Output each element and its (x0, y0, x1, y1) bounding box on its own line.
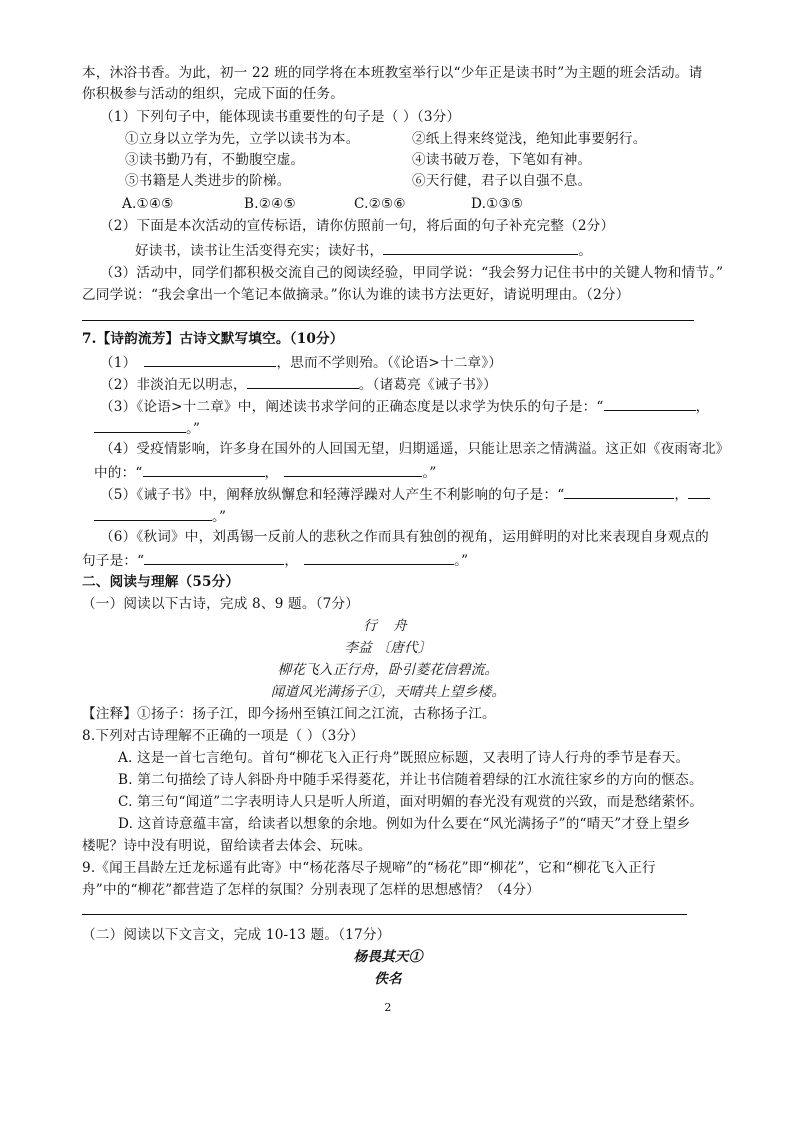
q6-3-line-1: （3）活动中，同学们都积极交流自己的阅读经验，甲同学说：“我会努力记住书中的关键人物和情节。” (100, 265, 724, 281)
answer-rule-q9 (82, 914, 687, 915)
section-2-title: 二、阅读与理解（55分） (82, 574, 240, 590)
q7-item-4-blank-2[interactable] (284, 462, 422, 477)
answer-rule-q6 (82, 320, 694, 321)
q6-3-line-2: 乙同学说：“我会拿出一个笔记本做摘录。”你认为谁的读书方法更好，请说明理由。（2分） (82, 287, 630, 303)
q7-item-5-cont (94, 506, 226, 526)
q9-line-2: 舟”中的“柳花”都营造了怎样的氛围？分别表现了怎样的思想感情？（4分） (82, 882, 540, 898)
q7-item-5-end: 。” (212, 509, 227, 525)
q7-item-6-line-1: （6）《秋词》中，刘禹锡一反前人的悲秋之作而具有独创的视角，运用鲜明的对比来表现自身观点的 (100, 529, 709, 545)
q7-item-4-comma: ， (264, 465, 279, 481)
q7-item-5-comma: ， (674, 487, 689, 503)
q7-item-3-end: 。” (186, 421, 201, 437)
q6-2-slogan-text: 好读书，读书让生活变得充实；读好书， (135, 243, 384, 259)
q6-2-stem: （2）下面是本次活动的宣传标语，请你仿照前一句，将后面的句子补充完整（2分） (100, 218, 615, 234)
q9-line-1: 9.《闻王昌龄左迁龙标遥有此寄》中“杨花落尽子规啼”的“杨花”即“柳花”，它和“柳花飞入正行 (82, 860, 656, 876)
q7-item-3-blank-1[interactable] (604, 396, 696, 411)
intro-line-2: 你积极参与活动的组织，完成下面的任务。 (82, 86, 345, 102)
q6-1-option-4: ④读书破万卷，下笔如有神。 (412, 152, 592, 168)
q7-item-4-line-1: （4）受疫情影响，许多身在国外的人回国无望，归期遥遥，只能让思亲之情满溢。这正如《夜雨寄北》 (100, 441, 730, 457)
poem-title: 行 舟 (363, 618, 413, 634)
q8-option-b: B. 第二句描绘了诗人斜卧舟中随手采得菱花，并让书信随着碧绿的江水流往家乡的方向的惬态。 (118, 772, 703, 788)
q6-1-option-3: ③读书勤乃有，不勤腹空虚。 (125, 152, 305, 168)
poem-author: 李益 〔唐代〕 (344, 640, 432, 656)
part-2-text-title: 杨畏其天① (353, 949, 423, 965)
q7-item-4-end: 。” (422, 465, 437, 481)
q7-item-6-comma: ， (284, 553, 299, 569)
q7-item-3-number: （3） (100, 399, 137, 415)
q7-item-1 (100, 352, 502, 372)
q6-1-choice-d: D.①③⑤ (471, 196, 524, 212)
page-number: 2 (384, 1001, 392, 1014)
q7-item-4-line-2 (94, 462, 436, 482)
q7-item-2-number: （2） (100, 377, 137, 393)
q7-item-5-number: （5） (100, 487, 137, 503)
q7-item-5 (100, 484, 710, 504)
q6-1-option-6: ⑥天行健，君子以自强不息。 (412, 173, 592, 189)
q7-item-4-blank-1[interactable] (143, 462, 265, 477)
q6-2-answer-blank[interactable] (383, 240, 578, 255)
q6-1-option-2: ②纸上得来终觉浅，绝知此事要躬行。 (412, 131, 647, 147)
q7-item-6-end: 。” (454, 553, 469, 569)
q7-item-6-blank-2[interactable] (304, 550, 454, 565)
q7-item-3-comma: ， (695, 399, 710, 415)
q6-1-option-1: ①立身以立学为先，立学以读书为本。 (125, 131, 360, 147)
q7-item-4-lead: 中的：“ (94, 465, 143, 481)
poem-line-1: 柳花飞入正行舟，卧引菱花信碧流。 (277, 662, 499, 678)
q7-item-1-text: ，思而不学则殆。（《论语>十二章》） (276, 355, 503, 371)
poem-line-2: 闻道风光满扬子①，天晴共上望乡楼。 (270, 684, 506, 700)
q7-item-1-blank[interactable] (144, 352, 276, 367)
q7-title: 7.【诗韵流芳】古诗文默写填空。（10分） (82, 331, 344, 347)
part-2-title: （二）阅读以下文言文，完成 10-13 题。（17分） (82, 927, 391, 943)
q6-2-slogan-end: 。 (578, 243, 593, 259)
q7-item-6-blank-1[interactable] (144, 550, 284, 565)
q7-item-6-lead: 句子是：“ (82, 553, 145, 569)
intro-line-1: 本，沐浴书香。为此，初一 22 班的同学将在本班教室举行以“少年正是读书时”为主题的班会活动。请 (82, 65, 703, 81)
q7-item-3-text: 《论语>十二章》中，阐述读书求学问的正确态度是以求学为快乐的句子是：“ (136, 399, 604, 415)
q6-1-option-5: ⑤书籍是人类进步的阶梯。 (125, 173, 291, 189)
q8-option-d-line-2: 楼呢？诗中没有明说，留给读者去体会、玩味。 (82, 838, 372, 854)
q6-1-choice-b: B.②④⑤ (244, 196, 296, 212)
part-2-text-author: 佚名 (374, 971, 402, 987)
q7-item-3-blank-2[interactable] (94, 418, 186, 433)
q7-item-3-cont (94, 418, 200, 438)
q6-1-stem: （1）下列句子中，能体现读书重要性的句子是（ ）（3分） (100, 109, 461, 125)
q7-item-1-number: （1） (100, 355, 137, 371)
q7-item-2-text: 非淡泊无以明志， (136, 377, 247, 393)
section-2-part-1-title: （一）阅读以下古诗，完成 8、9 题。（7分） (82, 596, 360, 612)
q7-item-6-line-2 (82, 550, 468, 570)
q7-item-5-text: 《诫子书》中，阐释放纵懈怠和轻薄浮躁对人产生不利影响的句子是：“ (136, 487, 565, 503)
q7-item-5-blank-2[interactable] (94, 506, 212, 521)
q8-option-a: A. 这是一首七言绝句。首句“柳花飞入正行舟”既照应标题，又表明了诗人行舟的季节是春天。 (118, 750, 690, 766)
q8-option-c: C. 第三句“闻道”二字表明诗人只是听人所道，面对明媚的春光没有观赏的兴致，而是愁绪萦怀。 (118, 794, 704, 810)
q7-item-2-source: 。（诸葛亮《诫子书》） (358, 377, 497, 393)
q7-item-5-blank-1b[interactable] (688, 484, 710, 499)
poem-note: 【注释】①扬子：扬子江，即今扬州至镇江间之江流，古称扬子江。 (82, 706, 496, 722)
q7-item-2 (100, 374, 497, 394)
q8-stem: 8.下列对古诗理解不正确的一项是（ ）（3分） (82, 728, 365, 744)
q6-1-choice-a: A.①④⑤ (122, 196, 174, 212)
q7-item-5-blank-1[interactable] (564, 484, 674, 499)
q8-option-d-line-1: D. 这首诗意蕴丰富，给读者以想象的余地。例如为什么要在“风光满扬子”的“晴天”才登上望乡 (118, 816, 691, 832)
q7-item-3 (100, 396, 709, 416)
q6-1-choice-c: C.②⑤⑥ (354, 196, 406, 212)
q7-item-2-blank[interactable] (247, 374, 359, 389)
q6-2-slogan (135, 240, 592, 260)
